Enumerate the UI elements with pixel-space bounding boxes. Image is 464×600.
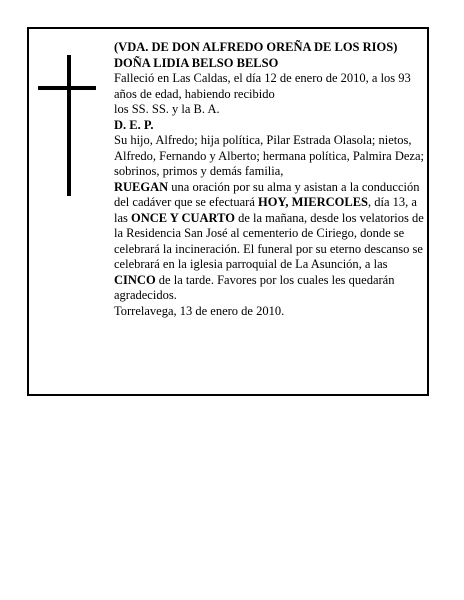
deceased-name: DOÑA LIDIA BELSO BELSO	[114, 55, 279, 70]
request-paragraph: RUEGAN una oración por su alma y asistan a la conducción del cadáver que se efectuará HOY, MIERCOLES, día 13, a las ONCE Y CUARTO de la mañana, desde los velatorios de la Residencia San José al cementerio de Ciriego, donde se celebrará la incineración. El funeral por su eterno descanso se celebrará en la iglesia parroquial de La Asunción, a las CINCO de la tarde. Favores por los cuales les quedarán agradecidos.	[114, 179, 424, 302]
death-notice: Falleció en Las Caldas, el día 12 de enero de 2010, a los 93 años de edad, habiendo recibido	[114, 71, 411, 101]
dep: D. E. P.	[114, 117, 154, 132]
family: Su hijo, Alfredo; hija política, Pilar Estrada Olasola; nietos, Alfredo, Fernando y Alberto; hermana política, Palmira Deza; sobrinos, primos y demás familia,	[114, 133, 424, 178]
cross-icon-bar	[38, 86, 96, 90]
sacraments: los SS. SS. y la B. A.	[114, 102, 220, 116]
widow-header: (VDA. DE DON ALFREDO OREÑA DE LOS RIOS)	[114, 40, 398, 54]
place-date: Torrelavega, 13 de enero de 2010.	[114, 303, 285, 318]
obituary-text	[114, 40, 424, 319]
cross-icon	[67, 55, 71, 196]
